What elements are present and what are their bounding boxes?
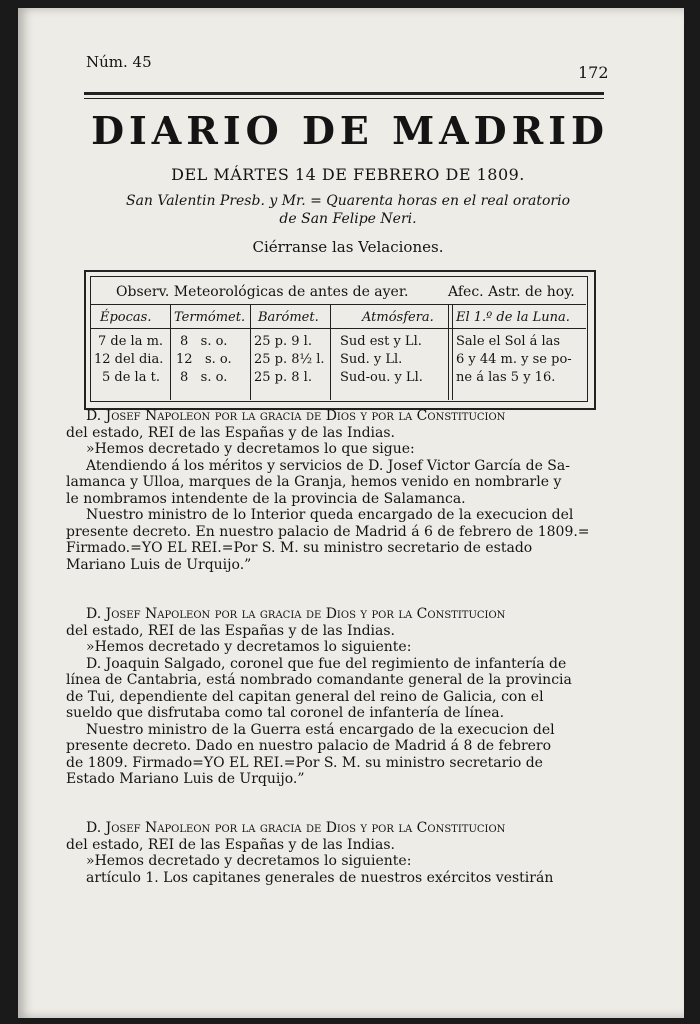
saint-line-1: San Valentin Presb. y Mr. = Quarenta horas en el real oratorio: [125, 193, 570, 209]
weather-heading: Observ. Meteorológicas de antes de ayer.: [116, 284, 409, 300]
date-line: DEL MÁRTES 14 DE FEBRERO DE 1809.: [171, 165, 525, 184]
col-luna: El 1.º de la Luna.: [456, 310, 570, 325]
issue-number: Núm. 45: [86, 53, 152, 71]
table-divider: [90, 304, 586, 305]
astro-heading: Afec. Astr. de hoy.: [448, 284, 575, 300]
decree-2: [66, 606, 596, 788]
row1-epoca: 7 de la m.: [98, 334, 164, 349]
row2-atm: Sud. y Ll.: [340, 352, 403, 367]
decree-line: sueldo que disfrutaba como tal coronel de infantería de línea.: [66, 705, 505, 721]
decree-line: Nuestro ministro de la Guerra está encargado de la execucion del: [86, 721, 555, 738]
moon-line-2: 6 y 44 m. y se po-: [456, 352, 572, 367]
decree-line: del estado, REI de las Españas y de las Indias.: [66, 622, 395, 639]
decree-line: del estado, REI de las Españas y de las Indias.: [66, 836, 395, 853]
col-termometro: Termómet.: [174, 310, 246, 325]
newspaper-page: [18, 8, 684, 1018]
col-epocas: Épocas.: [100, 310, 152, 325]
decree-line: »Hemos decretado y decretamos lo siguiente:: [86, 639, 412, 655]
decree-line: de 1809. Firmado=YO EL REI.=Por S. M. su ministro secretario de: [66, 754, 543, 771]
column-divider: [448, 304, 449, 400]
row3-barom: 25 p. 8 l.: [254, 370, 312, 385]
decree-line: Nuestro ministro de lo Interior queda encargado de la execucion del: [86, 507, 574, 523]
decree-line: presente decreto. Dado en nuestro palacio de Madrid á 8 de febrero: [66, 738, 552, 754]
moon-line-1: Sale el Sol á las: [456, 334, 561, 349]
column-divider: [250, 304, 251, 400]
decree-line: le nombramos intendente de la provincia de Salamanca.: [66, 490, 466, 507]
decree-line: Atendiendo á los méritos y servicios de D. Josef Victor García de Sa-: [86, 457, 570, 474]
decree-line: línea de Cantabria, está nombrado comandante general de la provincia: [66, 672, 572, 688]
row1-term: 8 s. o.: [180, 334, 228, 349]
decree-3: [66, 820, 596, 886]
moon-line-3: ne á las 5 y 16.: [456, 370, 556, 385]
decree-line: de Tui, dependiente del capitan general del reino de Galicia, con el: [66, 688, 544, 705]
decree-line: artículo 1. Los capitanes generales de nuestros exércitos vestirán: [86, 869, 554, 886]
decree-line: D. Joaquin Salgado, coronel que fue del regimiento de infantería de: [86, 655, 567, 672]
decree-line: Estado Mariano Luis de Urquijo.”: [66, 771, 305, 787]
row2-barom: 25 p. 8½ l.: [254, 352, 325, 367]
row2-epoca: 12 del dia.: [94, 352, 164, 367]
decree-line: presente decreto. En nuestro palacio de Madrid á 6 de febrero de 1809.=: [66, 523, 590, 540]
saint-line-2: de San Felipe Neri.: [279, 211, 417, 227]
masthead-title: DIARIO DE MADRID: [91, 108, 609, 153]
header-rule-thin: [84, 98, 604, 99]
decree-line: »Hemos decretado y decretamos lo que sigue:: [86, 441, 415, 457]
row3-term: 8 s. o.: [180, 370, 228, 385]
col-atmosfera: Atmósfera.: [362, 310, 434, 325]
row3-epoca: 5 de la t.: [102, 370, 160, 385]
row1-atm: Sud est y Ll.: [340, 334, 422, 349]
decree-line: Firmado.=YO EL REI.=Por S. M. su ministro secretario de estado: [66, 540, 533, 556]
page-number: 172: [578, 63, 609, 82]
col-barometro: Barómet.: [258, 310, 319, 325]
decree-line: del estado, REI de las Españas y de las Indias.: [66, 424, 395, 441]
decree-heading: D. Josef Napoleon por la gracia de Dios y por la Constitucion: [86, 820, 506, 836]
decree-heading: D. Josef Napoleon por la gracia de Dios y por la Constitucion: [86, 606, 506, 622]
column-divider: [170, 304, 171, 400]
row2-term: 12 s. o.: [176, 352, 232, 367]
header-rule: [84, 92, 604, 95]
velaciones-notice: Ciérranse las Velaciones.: [252, 238, 444, 256]
column-divider: [330, 304, 331, 400]
row1-barom: 25 p. 9 l.: [254, 334, 312, 349]
table-divider: [90, 328, 586, 329]
decree-line: Mariano Luis de Urquijo.”: [66, 556, 252, 573]
decree-line: lamanca y Ulloa, marques de la Granja, hemos venido en nombrarle y: [66, 474, 562, 490]
row3-atm: Sud-ou. y Ll.: [340, 370, 423, 385]
decree-heading: D. Josef Napoleon por la gracia de Dios y por la Constitucion: [86, 408, 506, 424]
decree-line: »Hemos decretado y decretamos lo siguiente:: [86, 853, 412, 869]
column-divider: [452, 304, 453, 400]
decree-1: [66, 408, 596, 573]
